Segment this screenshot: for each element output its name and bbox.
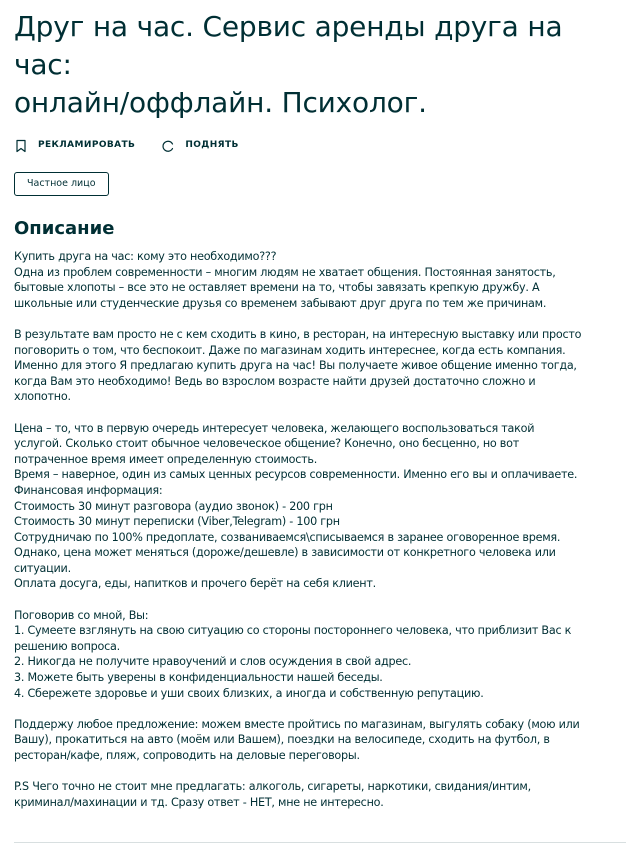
description-line: услугой. Сколько стоит обычное человеческое общение? Конечно, оно бесценно, но вот <box>14 437 519 451</box>
ad-title <box>14 8 626 122</box>
description-paragraph <box>14 421 626 593</box>
description-line: Стоимость 30 минут разговора (аудио звонок) - 200 грн <box>14 499 333 513</box>
refresh-icon <box>161 138 175 152</box>
description-line: Вашу), прокатиться на авто (моём или Вашем), поездки на велосипеде, сходить на футбол, в <box>14 733 550 747</box>
ad-title-line: Друг на час. Сервис аренды друга на час: <box>14 10 563 81</box>
description-line: потраченное время имеет определенную стоимость. <box>14 452 318 466</box>
raise-button-label: ПОДНЯТЬ <box>185 140 239 150</box>
description-line: Время – наверное, один из самых ценных ресурсов современности. Именно его вы и оплачиваете. <box>14 468 578 482</box>
ad-title-line: онлайн/оффлайн. Психолог. <box>14 86 427 119</box>
divider <box>14 842 626 843</box>
description-line: поговорить о том, что беспокоит. Даже по магазинам ходить интереснее, когда есть компания. <box>14 343 566 357</box>
description-line: Одна из проблем современности – многим людям не хватает общения. Постоянная занятость, <box>14 265 556 279</box>
description-line: 1. Сумеете взглянуть на свою ситуацию со стороны постороннего человека, что приблизит Вас к <box>14 624 572 638</box>
description-line: хлопотно. <box>14 390 71 404</box>
description-line: ситуации. <box>14 561 71 575</box>
description-line: школьные или студенческие друзья со временем забывают друг друга по тем же причинам. <box>14 296 547 310</box>
description-line: В результате вам просто не с кем сходить в кино, в ресторан, на интересную выставку или просто <box>14 327 582 341</box>
seller-type-badge: Частное лицо <box>14 172 109 196</box>
description-line: 4. Сбережете здоровье и уши своих близких, а иногда и собственную репутацию. <box>14 686 484 700</box>
ad-actions-bar <box>14 134 626 156</box>
description-paragraph <box>14 608 626 702</box>
description-line: Поговорив со мной, Вы: <box>14 608 149 622</box>
description-line: 3. Можете быть уверены в конфиденциальности нашей беседы. <box>14 671 383 685</box>
description-line: Цена – то, что в первую очередь интересует человека, желающего воспользоваться такой <box>14 421 535 435</box>
description-line: бытовые хлопоты – все это не оставляет времени на то, чтобы завязать крепкую дружбу. А <box>14 281 540 295</box>
description-line: когда Вам это необходимо! Ведь во взрослом возрасте найти друзей достаточно сложно и <box>14 374 536 388</box>
description-line: Финансовая информация: <box>14 483 163 497</box>
description-line: Однако, цена может меняться (дороже/дешевле) в зависимости от конкретного человека или <box>14 546 556 560</box>
bookmark-icon <box>14 138 28 152</box>
raise-button[interactable] <box>161 138 238 152</box>
promote-button-label: РЕКЛАМИРОВАТЬ <box>38 140 136 150</box>
description-line: Именно для этого Я предлагаю купить друга на час! Вы получаете живое общение именно тогда, <box>14 359 577 373</box>
description-paragraph <box>14 717 626 764</box>
description-line: решению вопроса. <box>14 639 120 653</box>
description-line: P.S Чего точно не стоит мне предлагать: алкоголь, сигареты, наркотики, свидания/интим, <box>14 780 531 794</box>
description-line: криминал/махинации и тд. Сразу ответ - НЕТ, мне не интересно. <box>14 795 384 809</box>
description-paragraph <box>14 779 626 810</box>
description-line: Сотрудничаю по 100% предоплате, созваниваемся\списываемся в заранее оговоренное время. <box>14 530 561 544</box>
description-line: Поддержу любое предложение: можем вместе пройтись по магазинам, выгулять собаку (мою или <box>14 717 580 731</box>
promote-button[interactable] <box>14 138 135 152</box>
description-line: ресторан/кафе, пляж, сопроводить на деловые переговоры. <box>14 749 360 762</box>
description-paragraph <box>14 327 626 405</box>
description-line: 2. Никогда не получите нравоучений и слов осуждения в свой адрес. <box>14 655 412 669</box>
ad-page <box>14 8 626 810</box>
description-paragraph <box>14 249 626 311</box>
description-line: Стоимость 30 минут переписки (Viber,Telegram) - 100 грн <box>14 515 340 529</box>
description-heading: Описание <box>14 218 115 239</box>
description-line: Купить друга на час: кому это необходимо??? <box>14 250 277 263</box>
description-text <box>14 249 626 810</box>
description-line: Оплата досуга, еды, напитков и прочего берёт на себя клиент. <box>14 577 376 591</box>
